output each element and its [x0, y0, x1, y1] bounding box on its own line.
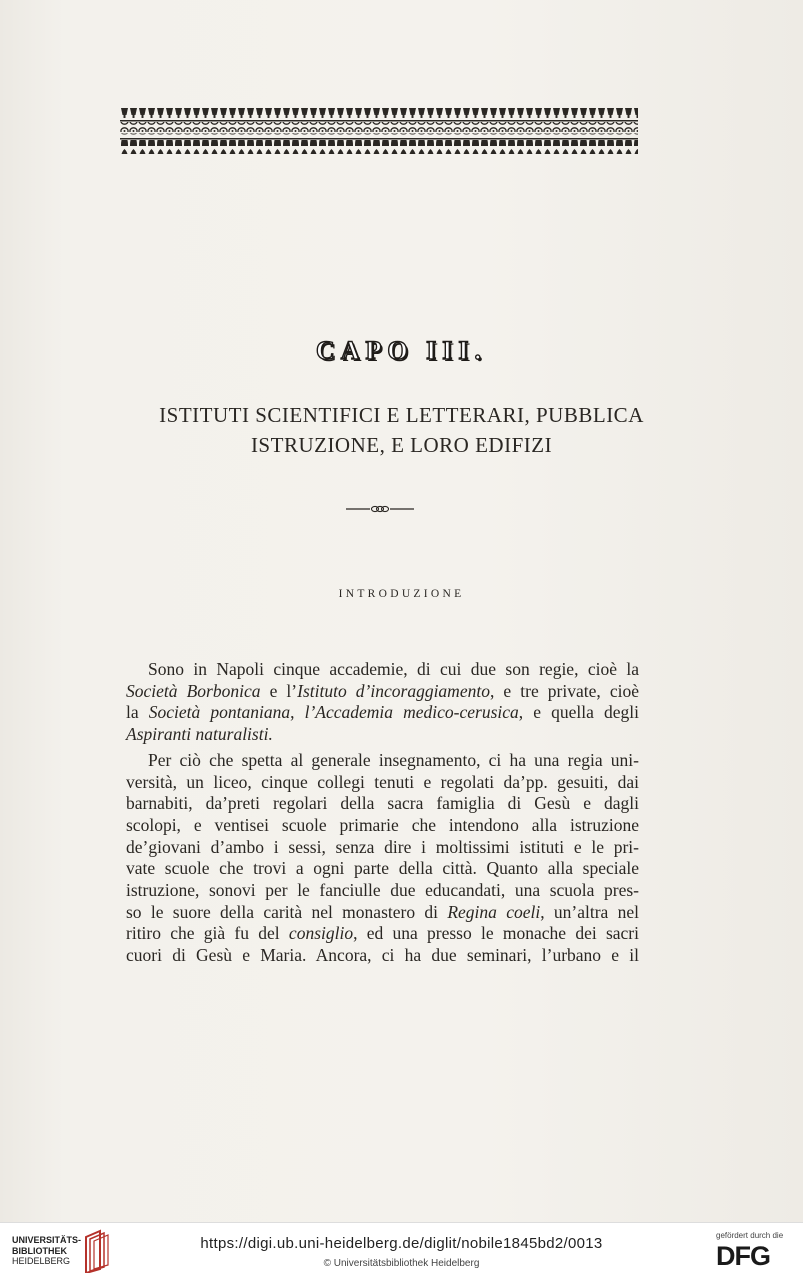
text-line: Per ciò che spetta al generale insegnamento, ci ha una regia uni-	[148, 749, 639, 770]
text-line: Sono in Napoli cinque accademie, di cui due son regie, cioè la	[148, 659, 639, 679]
section-title: INTRODUZIONE	[338, 588, 465, 600]
decorative-rule	[344, 502, 416, 516]
text-line: vate scuole che trovi a ogni parte della città. Quanto alla speciale	[126, 858, 639, 879]
text-line: Aspiranti naturalisti.	[126, 724, 273, 745]
chapter-title-line-1: ISTITUTI SCIENTIFICI E LETTERARI, PUBBLICA	[159, 403, 644, 427]
viewer-footer	[0, 1222, 803, 1280]
text-line: de’giovani d’ambo i sessi, senza dire i moltissimi istituti e le pri-	[126, 836, 639, 857]
text-line: scolopi, e ventisei scuole primarie che intendono alla istruzione	[126, 814, 639, 835]
dfg-logo: DFG	[716, 1241, 770, 1271]
chapter-heading: CAPO III.	[315, 336, 487, 365]
body-text	[126, 659, 639, 967]
page-url-link[interactable]: https://digi.ub.uni-heidelberg.de/diglit/nobile1845bd2/0013	[200, 1235, 603, 1252]
text-line: barnabiti, da’preti regolari della sacra famiglia di Gesù e dagli	[126, 793, 639, 814]
funding-label: gefördert durch die	[716, 1231, 784, 1240]
text-line: cuori di Gesù e Maria. Ancora, ci ha due seminari, l’urbano e il	[126, 945, 639, 966]
decorative-header-band	[120, 106, 638, 154]
text-line: so le suore della carità nel monastero di Regina coeli, un’altra nel	[126, 901, 639, 922]
text-line: istruzione, sonovi per le fanciulle due educandati, una scuola pres-	[126, 880, 639, 901]
chapter-title-line-2: ISTRUZIONE, E LORO EDIFIZI	[250, 433, 553, 457]
library-name: UNIVERSITÄTS- BIBLIOTHEK HEIDELBERG	[12, 1235, 82, 1266]
text-line: ritiro che già fu del consiglio, ed una presso le monache dei sacri	[126, 923, 639, 944]
text-line: Società Borbonica e l’Istituto d’incoraggiamento, e tre private, cioè	[126, 680, 640, 701]
copyright-text: © Universitätsbibliothek Heidelberg	[323, 1258, 480, 1269]
text-line: la Società pontaniana, l’Accademia medico-cerusica, e quella degli	[126, 702, 639, 723]
text-line: versità, un liceo, cinque collegi tenuti e regolati da’pp. gesuiti, dai	[126, 771, 639, 792]
